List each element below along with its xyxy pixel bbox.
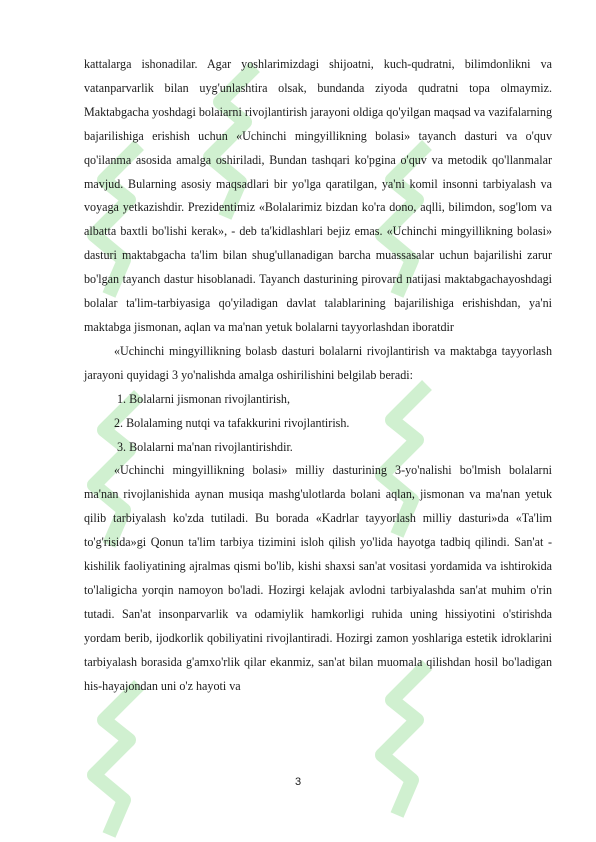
paragraph-1: kattalarga ishonadilar. Agar yoshlarimizdagi shijoatni, kuch-qudratni, bilimdonlikni va vatanparvarlik bilan uyg'unlashtira olsak, bundanda ziyoda qudratni topa olmaymiz. Maktabgacha yoshdagi bolaiarni rivojlantirish jarayoni oldiga qo'yilgan maqsad va vazifalarning bajarilishiga erishish uchun «Uchinchi mingyillikning bolasi» tayanch dasturi va o'quv qo'ilanma asosida amalga oshiriladi, Bundan tashqari ko'pgina o'quv va metodik qo'llanmalar mavjud. Bularning asosiy maqsadlari bir yo'lga qaratilgan, ya'ni komil insonni tarbiyalash va voyaga yetkazishdir. Prezidentimiz «Bolalarimiz bizdan ko'ra dono, aqlli, bilimdon, sog'lom va albatta baxtli bo'lishi kerak», - deb ta'kidlashlari bejiz emas. «Uchinchi mingyillikning bolasi» dasturi maktabgacha ta'lim bilan shug'ullanadigan barcha muassasalar uchun bajarilishi zarur bo'lgan tayanch dastur hisoblanadi. Tayanch dasturining pirovard natijasi maktabgachayoshdagi bolalar ta'lim-tarbiyasiga qo'yiladigan davlat talablarining bajarilishiga erishishdan, ya'ni maktabga jismonan, aqlan va ma'nan yetuk bolalarni tayyorlashdan iboratdir [84, 57, 552, 334]
body-text [84, 53, 552, 698]
paragraph-2: «Uchinchi mingyillikning bolasb dasturi bolalarni rivojlantirish va maktabga tayyorlash jarayoni quyidagi 3 yo'nalishda amalga oshirilishini belgilab beradi: [84, 343, 552, 382]
watermark-logo-icon [84, 680, 154, 840]
list-item-3: 3. Bolalarni ma'nan rivojlantirishdir. [117, 439, 293, 454]
paragraph-3: «Uchinchi mingyillikning bolasi» milliy dasturining 3-yo'nalishi bo'lmish bolalarni ma'nan rivojlanishida aynan musiqa mashg'ulotlarda bolani aqlan, jismonan va ma'nan yetuk qilib tarbiyalash ko'zda tutiladi. Bu borada «Kadrlar tayyorlash milliy dasturi»da «Ta'lim to'g'risida»gi Qonun ta'lim tarbiya tizimini isloh qilish yo'lida hayotga tadbiq qilindi. San'at - kishilik faoliyatining ajralmas qismi bo'lib, kishi shaxsi san'at vositasi yordamida va ishtirokida to'laligicha yorqin namoyon bo'ladi. Hozirgi kelajak avlodni tarbiyalashda san'at muhim o'rin tutadi. San'at insonparvarlik va odamiylik hamkorligi ruhida uning hissiyotini o'stirishda yordam berib, ijodkorlik qobiliyatini rivojlantiradi. Hozirgi zamon yoshlariga estetik idroklarini tarbiyalash borasida g'amxo'rlik qilar ekanmiz, san'at bilan muomala qilishdan hosil bo'ladigan his-hayajondan uni o'z hayoti va [84, 463, 552, 693]
list-item-1: 1. Bolalarni jismonan rivojlantirish, [117, 391, 290, 406]
list-item-2: 2. Bolalaming nutqi va tafakkurini rivojlantirish. [114, 415, 350, 430]
page-number: 3 [294, 776, 302, 788]
